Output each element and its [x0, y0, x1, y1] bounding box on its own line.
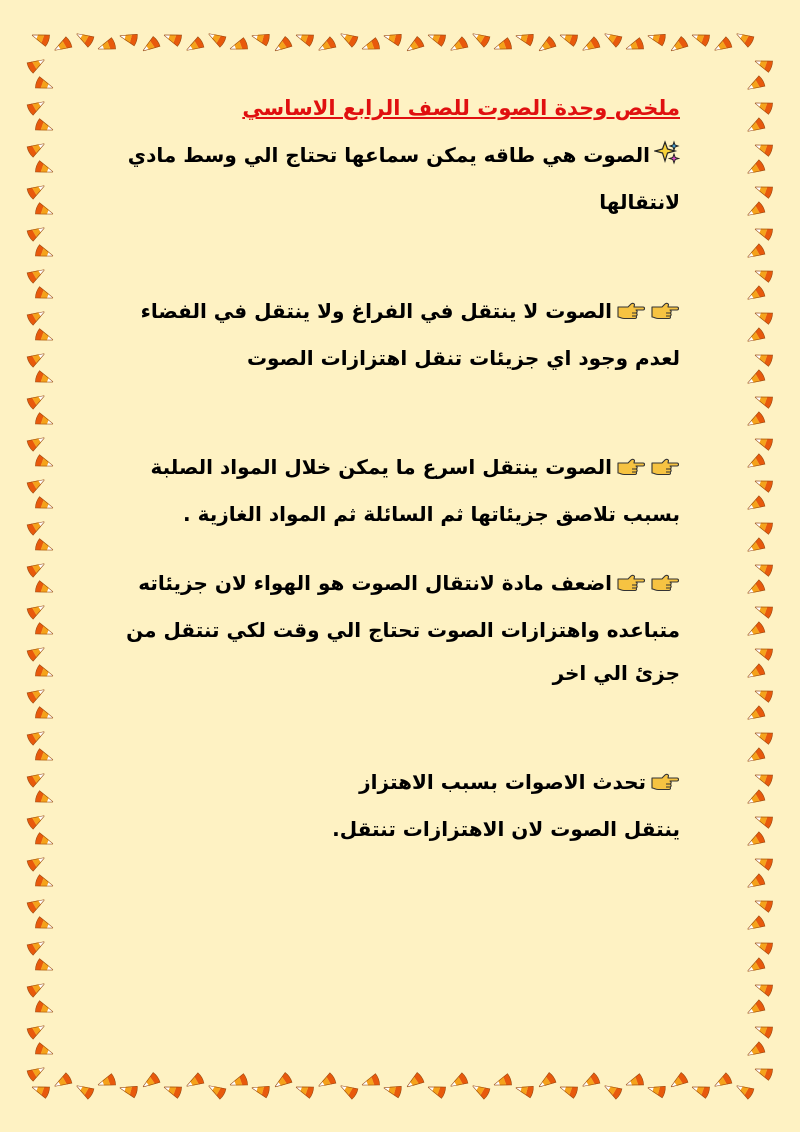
- candy-corn-icon: [26, 97, 47, 116]
- candy-corn-icon: [536, 36, 557, 56]
- candy-corn-icon: [34, 538, 54, 555]
- candy-corn-icon: [34, 370, 54, 387]
- candy-corn-icon: [745, 285, 766, 304]
- candy-corn-icon: [753, 1022, 773, 1039]
- candy-corn-icon: [753, 980, 773, 997]
- candy-corn-icon: [753, 476, 773, 493]
- candy-corn-icon: [34, 832, 54, 849]
- candy-corn-icon: [580, 36, 601, 55]
- candy-corn-icon: [34, 958, 54, 975]
- paragraph-3-text: الصوت ينتقل اسرع ما يمكن خلال المواد الصلبة بسبب تلاصق جزيئاتها ثم السائلة ثم المواد الغازية .: [150, 455, 680, 526]
- candy-corn-icon: [745, 537, 766, 556]
- pointing-hand-icon: [616, 450, 646, 493]
- candy-corn-icon: [404, 1072, 425, 1092]
- paragraph-5: [120, 761, 680, 808]
- candy-corn-icon: [74, 29, 95, 48]
- candy-corn-icon: [448, 1072, 469, 1091]
- sparkles-icon: [654, 138, 680, 181]
- candy-corn-icon: [753, 1064, 773, 1081]
- candy-corn-icon: [272, 36, 293, 56]
- candy-corn-icon: [745, 915, 766, 934]
- candy-corn-icon: [34, 202, 54, 219]
- candy-corn-icon: [316, 1072, 337, 1091]
- candy-corn-icon: [52, 36, 73, 55]
- candy-corn-icon: [294, 1082, 314, 1099]
- candy-corn-icon: [745, 1041, 766, 1060]
- candy-corn-icon: [26, 1063, 47, 1082]
- candy-corn-icon: [316, 36, 337, 55]
- candy-corn-icon: [745, 243, 766, 262]
- candy-corn-icon: [492, 1073, 512, 1090]
- candy-corn-icon: [690, 30, 710, 47]
- pointing-hand-icon: [650, 294, 680, 337]
- candy-corn-icon: [753, 308, 773, 325]
- candy-corn-icon: [753, 182, 773, 199]
- candy-corn-icon: [294, 30, 314, 47]
- candy-corn-icon: [745, 747, 766, 766]
- candy-corn-icon: [753, 770, 773, 787]
- candy-corn-icon: [558, 30, 578, 47]
- candy-corn-icon: [26, 1021, 47, 1040]
- candy-corn-icon: [30, 1082, 50, 1099]
- candy-corn-icon: [602, 29, 623, 48]
- candy-corn-icon: [745, 495, 766, 514]
- candy-corn-icon: [745, 453, 766, 472]
- candy-corn-icon: [26, 853, 47, 872]
- candy-corn-icon: [118, 30, 138, 46]
- pointing-hand-icon: [650, 450, 680, 493]
- candy-corn-icon: [26, 349, 47, 368]
- candy-corn-icon: [118, 1082, 138, 1098]
- candy-corn-icon: [250, 30, 270, 46]
- paragraph-2-text: الصوت لا ينتقل في الفراغ ولا ينتقل في الفضاء لعدم وجود اي جزيئات تنقل اهتزازات الصوت: [140, 299, 680, 370]
- candy-corn-icon: [96, 37, 116, 54]
- candy-corn-icon: [162, 1082, 182, 1099]
- candy-corn-icon: [250, 1082, 270, 1098]
- candy-corn-icon: [26, 307, 47, 326]
- candy-corn-icon: [26, 727, 47, 746]
- paragraph-3: [120, 446, 680, 536]
- candy-corn-icon: [382, 30, 402, 46]
- candy-corn-icon: [404, 36, 425, 56]
- paragraph-1: [120, 134, 680, 224]
- candy-corn-icon: [26, 811, 47, 830]
- candy-corn-icon: [753, 728, 773, 745]
- candy-corn-icon: [52, 1072, 73, 1091]
- candy-corn-icon: [580, 1072, 601, 1091]
- candy-corn-icon: [602, 1081, 623, 1100]
- candy-corn-icon: [753, 266, 773, 283]
- paragraph-6-text: ينتقل الصوت لان الاهتزازات تنتقل.: [332, 817, 680, 841]
- candy-corn-icon: [753, 434, 773, 451]
- candy-corn-icon: [753, 350, 773, 367]
- candy-corn-icon: [753, 896, 773, 913]
- candy-corn-icon: [26, 685, 47, 704]
- candy-corn-icon: [470, 29, 491, 48]
- candy-corn-icon: [34, 790, 54, 807]
- paragraph-6: [120, 808, 680, 851]
- candy-corn-icon: [338, 1081, 359, 1100]
- candy-corn-icon: [745, 873, 766, 892]
- candy-corn-icon: [26, 517, 47, 536]
- candy-corn-icon: [745, 201, 766, 220]
- paragraph-4-text: اضعف مادة لانتقال الصوت هو الهواء لان جزيئاته متباعده واهتزازات الصوت تحتاج الي وقت لكي تنتقل من جزئ الي اخر: [126, 571, 680, 685]
- candy-corn-icon: [34, 496, 54, 513]
- candy-corn-icon: [26, 979, 47, 998]
- candy-corn-icon: [26, 559, 47, 578]
- candy-corn-icon: [34, 160, 54, 177]
- candy-corn-icon: [34, 328, 54, 345]
- candy-corn-icon: [753, 938, 773, 955]
- candy-corn-icon: [745, 831, 766, 850]
- candy-corn-icon: [745, 327, 766, 346]
- candy-corn-icon: [470, 1081, 491, 1100]
- candy-corn-icon: [34, 1000, 54, 1017]
- candy-corn-icon: [745, 75, 766, 94]
- pointing-hand-icon: [616, 294, 646, 337]
- candy-corn-icon: [690, 1082, 710, 1099]
- pointing-hand-icon: [616, 566, 646, 609]
- candy-corn-icon: [624, 37, 644, 54]
- candy-corn-icon: [140, 1072, 161, 1092]
- candy-corn-icon: [34, 76, 54, 93]
- candy-corn-icon: [492, 37, 512, 54]
- candy-corn-icon: [745, 117, 766, 136]
- candy-corn-icon: [26, 895, 47, 914]
- paragraph-5-text: تحدث الاصوات بسبب الاهتزاز: [359, 770, 646, 794]
- candy-corn-icon: [26, 391, 47, 410]
- candy-corn-icon: [753, 686, 773, 703]
- candy-corn-icon: [624, 1073, 644, 1090]
- candy-corn-icon: [745, 159, 766, 178]
- candy-corn-icon: [712, 36, 733, 55]
- candy-corn-icon: [734, 29, 755, 48]
- candy-corn-icon: [382, 1082, 402, 1098]
- candy-corn-icon: [753, 518, 773, 535]
- candy-corn-icon: [745, 369, 766, 388]
- candy-corn-icon: [753, 812, 773, 829]
- candy-corn-icon: [30, 30, 50, 47]
- pointing-hand-icon: [650, 765, 680, 808]
- candy-corn-icon: [338, 29, 359, 48]
- candy-corn-icon: [34, 874, 54, 891]
- candy-corn-icon: [184, 36, 205, 55]
- candy-corn-icon: [26, 643, 47, 662]
- candy-corn-icon: [26, 55, 47, 74]
- candy-corn-icon: [426, 30, 446, 47]
- candy-corn-icon: [26, 601, 47, 620]
- candy-corn-icon: [745, 621, 766, 640]
- candy-corn-icon: [426, 1082, 446, 1099]
- candy-corn-icon: [514, 1082, 534, 1098]
- candy-corn-icon: [448, 36, 469, 55]
- candy-corn-icon: [140, 36, 161, 56]
- candy-corn-icon: [26, 139, 47, 158]
- candy-corn-icon: [753, 854, 773, 871]
- candy-corn-icon: [536, 1072, 557, 1092]
- candy-corn-icon: [272, 1072, 293, 1092]
- candy-corn-icon: [360, 1073, 380, 1090]
- candy-corn-icon: [646, 1082, 666, 1098]
- candy-corn-icon: [34, 622, 54, 639]
- candy-corn-icon: [753, 98, 773, 115]
- candy-corn-icon: [34, 286, 54, 303]
- candy-corn-icon: [745, 999, 766, 1018]
- candy-corn-icon: [753, 560, 773, 577]
- candy-corn-icon: [646, 30, 666, 46]
- candy-corn-icon: [745, 579, 766, 598]
- paragraph-2: [120, 290, 680, 380]
- candy-corn-icon: [162, 30, 182, 47]
- candy-corn-icon: [34, 664, 54, 681]
- candy-corn-icon: [184, 1072, 205, 1091]
- candy-corn-icon: [26, 181, 47, 200]
- candy-corn-icon: [745, 957, 766, 976]
- candy-corn-icon: [753, 602, 773, 619]
- candy-corn-icon: [34, 748, 54, 765]
- candy-corn-icon: [745, 705, 766, 724]
- candy-corn-icon: [753, 392, 773, 409]
- candy-corn-icon: [360, 37, 380, 54]
- candy-corn-icon: [753, 224, 773, 241]
- candy-corn-icon: [26, 433, 47, 452]
- candy-corn-icon: [26, 223, 47, 242]
- candy-corn-icon: [712, 1072, 733, 1091]
- candy-corn-icon: [96, 1073, 116, 1090]
- paragraph-4: [120, 562, 680, 695]
- candy-corn-icon: [745, 663, 766, 682]
- candy-corn-icon: [26, 769, 47, 788]
- candy-corn-icon: [26, 265, 47, 284]
- candy-corn-icon: [514, 30, 534, 46]
- candy-corn-icon: [34, 118, 54, 135]
- candy-corn-icon: [558, 1082, 578, 1099]
- candy-corn-icon: [753, 56, 773, 73]
- candy-corn-icon: [26, 475, 47, 494]
- candy-corn-icon: [34, 706, 54, 723]
- paragraph-1-text: الصوت هي طاقه يمكن سماعها تحتاج الي وسط مادي لانتقالها: [127, 143, 680, 214]
- candy-corn-icon: [26, 937, 47, 956]
- candy-corn-icon: [34, 454, 54, 471]
- candy-corn-icon: [34, 916, 54, 933]
- candy-corn-icon: [206, 1081, 227, 1100]
- candy-corn-icon: [734, 1081, 755, 1100]
- candy-corn-icon: [34, 412, 54, 429]
- candy-corn-icon: [34, 244, 54, 261]
- candy-corn-icon: [206, 29, 227, 48]
- candy-corn-icon: [745, 411, 766, 430]
- candy-corn-icon: [745, 789, 766, 808]
- candy-corn-icon: [228, 1073, 248, 1090]
- candy-corn-icon: [668, 36, 689, 56]
- document-body: [120, 96, 680, 851]
- candy-corn-icon: [753, 140, 773, 157]
- candy-corn-icon: [668, 1072, 689, 1092]
- candy-corn-icon: [74, 1081, 95, 1100]
- pointing-hand-icon: [650, 566, 680, 609]
- candy-corn-icon: [34, 580, 54, 597]
- candy-corn-icon: [753, 644, 773, 661]
- candy-corn-icon: [228, 37, 248, 54]
- candy-corn-icon: [34, 1042, 54, 1059]
- page-title: ملخص وحدة الصوت للصف الرابع الاساسي: [242, 96, 680, 120]
